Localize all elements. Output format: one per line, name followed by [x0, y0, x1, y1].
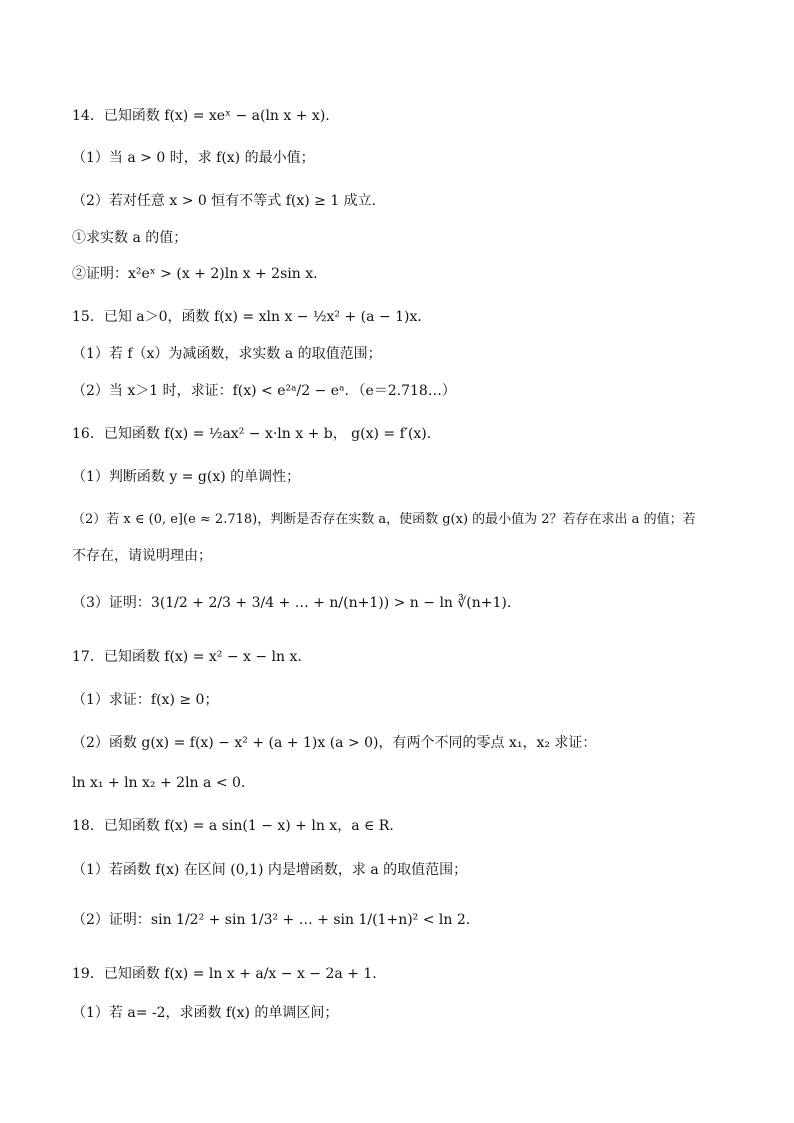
- problem-16-stem: 16．已知函数 f(x) = ½ax² − x·ln x + b， g(x) = f′(x).: [72, 426, 432, 442]
- problem-19-stem: 19．已知函数 f(x) = ln x + a/x − x − 2a + 1.: [72, 966, 377, 982]
- problem-16-part-2-cont: 不存在，请说明理由；: [72, 548, 212, 564]
- problem-15-part-2: （2）当 x＞1 时，求证：f(x) < e²ᵃ/2 − eᵃ．（e＝2.718…）: [72, 383, 456, 399]
- problem-17-part-2-cont: ln x₁ + ln x₂ + 2ln a < 0.: [72, 775, 246, 791]
- problem-16-part-3: （3）证明：3(1/2 + 2/3 + 3/4 + … + n/(n+1)) > n − ln ∛(n+1).: [72, 595, 512, 611]
- problem-19-part-1: （1）若 a= -2，求函数 f(x) 的单调区间；: [72, 1005, 339, 1021]
- problem-14-part-2: （2）若对任意 x > 0 恒有不等式 f(x) ≥ 1 成立.: [72, 193, 377, 209]
- problem-16-part-1: （1）判断函数 y = g(x) 的单调性；: [72, 469, 301, 485]
- problem-14-part-2-ii: ②证明：x²eˣ > (x + 2)ln x + 2sin x.: [72, 266, 318, 282]
- problem-17-stem: 17．已知函数 f(x) = x² − x − ln x.: [72, 649, 302, 665]
- problem-15-part-1: （1）若 f（x）为减函数，求实数 a 的取值范围；: [72, 346, 382, 362]
- problem-16-part-2: （2）若 x ∈ (0, e](e ≈ 2.718)，判断是否存在实数 a，使函数 g(x) 的最小值为 2？若存在求出 a 的值；若: [72, 512, 696, 527]
- problem-17-part-1: （1）求证：f(x) ≥ 0；: [72, 692, 219, 708]
- problem-18-part-2: （2）证明：sin 1/2² + sin 1/3² + … + sin 1/(1+n)² < ln 2.: [72, 912, 471, 928]
- problem-15-stem: 15．已知 a＞0，函数 f(x) = xln x − ½x² + (a − 1)x．: [72, 309, 432, 325]
- problem-14-part-1: （1）当 a > 0 时，求 f(x) 的最小值；: [72, 150, 315, 166]
- problem-18-stem: 18．已知函数 f(x) = a sin(1 − x) + ln x，a ∈ R.: [72, 818, 394, 834]
- problem-18-part-1: （1）若函数 f(x) 在区间 (0,1) 内是增函数，求 a 的取值范围；: [72, 862, 468, 878]
- problem-17-part-2: （2）函数 g(x) = f(x) − x² + (a + 1)x (a > 0)，有两个不同的零点 x₁，x₂ 求证：: [72, 735, 597, 751]
- problem-14-stem: 14．已知函数 f(x) = xeˣ − a(ln x + x).: [72, 108, 330, 124]
- problem-14-part-2-i: ①求实数 a 的值；: [72, 230, 188, 246]
